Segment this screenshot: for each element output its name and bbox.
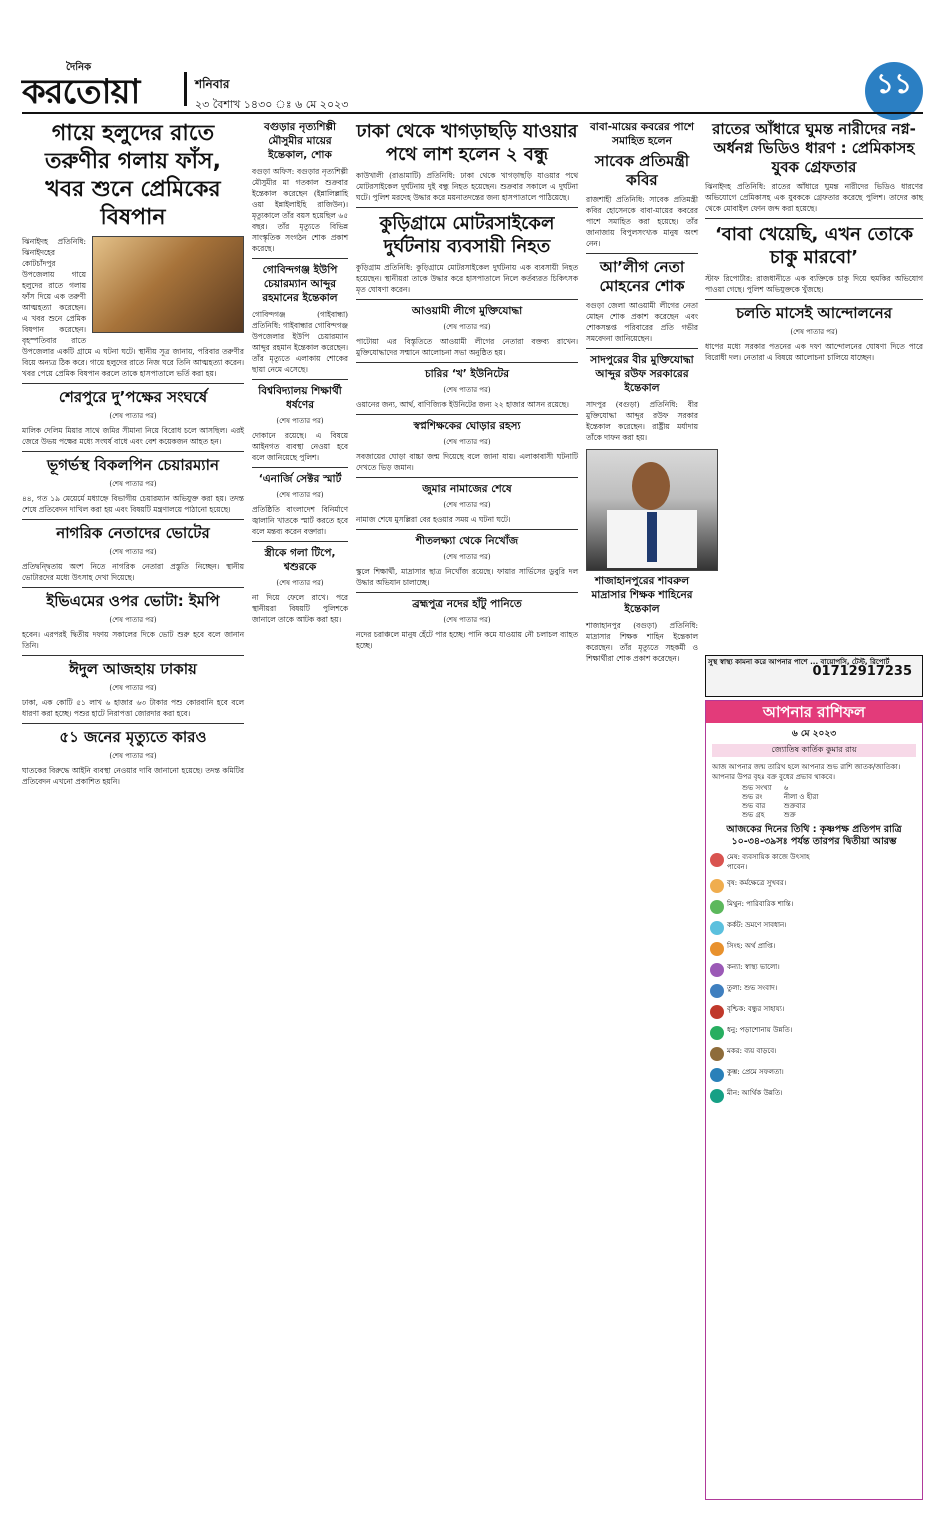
headline: ইভিএমের ওপর ভোটা: ইমপি	[46, 592, 220, 610]
divider	[22, 587, 244, 588]
horoscope-box	[705, 700, 923, 1500]
article-body: গোবিন্দগঞ্জ (গাইবান্ধা) প্রতিনিধি: গাইবান্ধার গোবিন্দগঞ্জ উপজেলার ইউপি চেয়ারম্যান আব্দুর রহমান ইন্তেকাল করেছেন। তাঁর মৃত্যুতে এলাকায় শোকের ছায়া নেমে এসেছে।	[252, 310, 348, 374]
article-body: ঘাতকের বিরুদ্ধে আইনি ব্যবস্থা নেওয়ার দাবি জানানো হয়েছে। তদন্ত কমিটির প্রতিবেদন এখনো প্রকাশিত হয়নি।	[22, 766, 244, 786]
headline: সাবেক প্রতিমন্ত্রী কবির	[594, 152, 690, 189]
headline: বাবা-মায়ের কবরের পাশে সমাহিত হলেন	[589, 121, 695, 147]
zodiac-icon	[710, 921, 724, 935]
divider	[252, 467, 348, 468]
portrait-tie	[647, 512, 657, 562]
divider	[356, 362, 578, 363]
zodiac-icon	[710, 963, 724, 977]
table-row	[736, 802, 824, 811]
headline: গোবিন্দগঞ্জ ইউপি চেয়ারম্যান আব্দুর রহমানের ইন্তেকাল	[262, 264, 338, 304]
table-cell: শুভ বার	[742, 802, 766, 810]
zodiac-sign-item	[710, 878, 815, 893]
headline: শীতলক্ষ্যা থেকে নিখোঁজ	[415, 535, 519, 547]
zodiac-text: মীন: আর্থিক উন্নতি।	[727, 1089, 783, 1097]
masthead-divider	[184, 72, 187, 106]
headline: ৫১ জনের মৃত্যুতে কারও	[59, 728, 207, 746]
headline: ব্রহ্মপুত্র নদের হাঁটু পানিতে	[412, 598, 522, 610]
newspaper-logo	[22, 62, 172, 112]
classified-ad	[705, 655, 923, 697]
zodiac-icon	[710, 853, 724, 867]
headline: কুড়িগ্রামে মোটরসাইকেল দুর্ঘটনায় ব্যবসায়ী নিহত	[379, 213, 555, 257]
column-2	[252, 118, 348, 629]
headline: আওয়ামী লীগে মুক্তিযোদ্ধা	[411, 305, 523, 317]
ad-phone: 01712917235	[812, 664, 912, 679]
continuation-note: (শেষ পাতার পর)	[276, 579, 324, 587]
zodiac-sign-item	[710, 962, 815, 977]
zodiac-text: মকর: ব্যয় বাড়বে।	[727, 1047, 777, 1055]
article-body: স্কুলে শিক্ষার্থী, মাদ্রাসার ছাত্র নিখোঁজ রয়েছে। ফায়ার সার্ভিসের ডুবুরি দল উদ্ধার অভিযান চালাচ্ছে।	[356, 567, 578, 587]
zodiac-text: মেষ: ব্যবসায়িক কাজে উৎসাহ পাবেন।	[727, 853, 810, 871]
headline: নাগরিক নেতাদের ভোটের	[56, 524, 210, 542]
headline: জুমার নামাজের শেষে	[422, 483, 512, 495]
article-body: প্রতিষ্ঠিতি বাংলাদেশ বিনির্মাণে জ্বালানি খাতকে স্মার্ট করতে হবে বলে মন্তব্য করেন বক্তারা।	[252, 505, 348, 536]
continuation-note: (শেষ পাতার পর)	[443, 501, 491, 509]
column-1	[22, 118, 244, 791]
portrait-photo	[586, 449, 718, 571]
zodiac-sign-item	[710, 1046, 815, 1061]
continuation-note: (শেষ পাতার পর)	[109, 616, 157, 624]
continuation-note: (শেষ পাতার পর)	[790, 328, 838, 336]
continuation-note: (শেষ পাতার পর)	[109, 480, 157, 488]
divider	[586, 348, 698, 349]
column-3	[356, 118, 578, 655]
astrologer-name: জ্যোতিষ কার্তিক কুমার রায়	[712, 744, 916, 757]
divider	[356, 592, 578, 593]
tithi-line: আজকের দিনের তিথি : কৃষ্ণপক্ষ প্রতিপদ রাত্রি ১০-৩৪-৩৯সঃ পর্যন্ত তারপর দ্বিতীয়া আরম্ভ	[726, 824, 902, 847]
zodiac-text: বৃশ্চিক: বন্ধুর সাহায্য।	[727, 1005, 785, 1013]
headline: রাতের আঁধারে ঘুমন্ত নারীদের নগ্ন-অর্ধনগ্ন ভিডিও ধারণ : প্রেমিকাসহ যুবক গ্রেফতার	[712, 120, 916, 176]
divider	[252, 258, 348, 259]
continuation-note: (শেষ পাতার পর)	[276, 417, 324, 425]
continuation-note: (শেষ পাতার পর)	[443, 438, 491, 446]
zodiac-sign-item	[710, 1004, 815, 1019]
issue-date: ২৩ বৈশাখ ১৪৩০ ঃ ৬ মে ২০২৩	[195, 98, 349, 111]
column-5	[705, 118, 923, 367]
column-4	[586, 118, 698, 668]
zodiac-sign-item	[710, 1088, 815, 1103]
zodiac-icon	[710, 1089, 724, 1103]
article-body: দোকানে রয়েছে। এ বিষয়ে আইনগত ব্যবস্থা নেওয়া হবে বলে জানিয়েছে পুলিশ।	[252, 431, 348, 462]
headline: শেরপুরে দু’পক্ষের সংঘর্ষে	[58, 388, 208, 406]
divider	[22, 383, 244, 384]
headline: ‘বাবা খেয়েছি, এখন তোকে চাকু মারবো’	[714, 224, 914, 268]
zodiac-sign-item	[710, 1067, 815, 1082]
divider	[705, 218, 923, 219]
lucky-table	[736, 784, 824, 820]
table-cell: শুভ রং	[742, 793, 763, 801]
ad-text: সুস্থ স্বাস্থ্য কামনা করে আপনার পাশে ... বায়োপসি, টেস্ট, রিপোর্ট	[708, 658, 890, 666]
continuation-note: (শেষ পাতার পর)	[443, 616, 491, 624]
zodiac-icon	[710, 1047, 724, 1061]
divider	[356, 414, 578, 415]
continuation-note: (শেষ পাতার পর)	[443, 553, 491, 561]
headline: স্ত্রীকে গলা টিপে, শ্বশুরকে	[264, 547, 336, 573]
zodiac-text: ধনু: পড়াশোনায় উন্নতি।	[727, 1026, 793, 1034]
divider	[252, 541, 348, 542]
table-cell: ৬	[783, 784, 789, 792]
zodiac-sign-item	[710, 899, 815, 914]
page-number-badge: ১১	[865, 62, 923, 120]
zodiac-icon	[710, 942, 724, 956]
headline: ‘এনার্জি সেক্টর স্মার্ট	[258, 473, 342, 485]
article-body: ঝিনাইদহ প্রতিনিধি: রাতের আঁধারে ঘুমন্ত নারীদের ভিডিও ধারণের অভিযোগে প্রেমিকাসহ এক যুবককে গ্রেফতার করেছে পুলিশ। তাদের কাছ থেকে মোবাইল ফোন জব্দ করা হয়েছে।	[705, 182, 923, 213]
zodiac-signs	[706, 852, 922, 1109]
article-body: স্টাফ রিপোর্টার: রাজধানীতে এক ব্যক্তিকে চাকু দিয়ে হুমকির অভিযোগ পাওয়া গেছে। পুলিশ অভিযুক্তকে খুঁজছে।	[705, 274, 923, 294]
article-body: ৪৪, গত ১৯ মেয়ের্মে মধ্যাহ্নে বিভাগীয় চেয়ারম্যান অভিযুক্ত করা হয়। তদন্ত শেষে প্রতিবেদন দাখিল করা হয় এবং বিষয়টি মন্ত্রণালয়ে পাঠানো হয়েছে।	[22, 494, 244, 514]
article-body: বগুড়া জেলা আওয়ামী লীগের নেতা মোহন শোক প্রকাশ করেছেন এবং শোকসন্তপ্ত পরিবারের প্রতি গভীর সমবেদনা জানিয়েছেন।	[586, 301, 698, 343]
article-body: প্রতিদ্বন্দ্বিতায় অংশ নিতে নাগরিক নেতারা প্রস্তুতি নিচ্ছেন। স্থানীয় ভোটারদের মধ্যে উৎসাহ দেখা দিয়েছে।	[22, 562, 244, 582]
headline: ঢাকা থেকে খাগড়াছড়ি যাওয়ার পথে লাশ হলেন ২ বন্ধু	[356, 121, 578, 165]
article-body: রাজশাহী প্রতিনিধি: সাবেক প্রতিমন্ত্রী কবির হোসেনকে বাবা-মায়ের কবরের পাশে সমাহিত করা হয়েছে। তাঁর জানাজায় বিপুলসংখ্যক মানুষ অংশ নেন।	[586, 195, 698, 248]
zodiac-text: মিথুন: পারিবারিক শান্তি।	[727, 900, 794, 908]
article-body: নদের চরাঞ্চলে মানুষ হেঁটে পার হচ্ছে। পানি কমে যাওয়ায় নৌ চলাচল ব্যাহত হচ্ছে।	[356, 630, 578, 650]
continuation-note: (শেষ পাতার পর)	[109, 412, 157, 420]
logo-prefix: দৈনিক	[66, 62, 92, 73]
article-body: কুড়িগ্রাম প্রতিনিধি: কুড়িগ্রামে মোটরসাইকেল দুর্ঘটনায় এক ব্যবসায়ী নিহত হয়েছেন। স্থানীয়রা তাকে উদ্ধার করে হাসপাতালে নিলে কর্তব্যরত চিকিৎসক মৃত ঘোষণা করেন।	[356, 263, 578, 294]
issue-day: শনিবার	[195, 77, 230, 91]
divider	[22, 519, 244, 520]
zodiac-text: কন্যা: স্বাস্থ্য ভালো।	[727, 963, 780, 971]
continuation-note: (শেষ পাতার পর)	[443, 323, 491, 331]
article-body: সবজায়ের ঘোড়া বাচ্চা জন্ম দিয়েছে বলে জানা যায়। এলাকাবাসী ঘটনাটি দেখতে ভিড় জমান।	[356, 452, 578, 472]
article-body: পাটোয়া এর বিস্তৃতিতে আওয়ামী লীগের নেতারা বক্তব্য রাখেন। মুক্তিযোদ্ধাদের সম্মানে আলোচনা সভা অনুষ্ঠিত হয়।	[356, 337, 578, 357]
zodiac-icon	[710, 879, 724, 893]
photo-caption: শাজাহানপুরের শাবরুল মাদ্রাসার শিক্ষক শাহিনের ইন্তেকাল	[591, 575, 693, 615]
headline: চারির ‘খ’ ইউনিটের	[424, 368, 510, 380]
headline: ভূগর্ভস্থ বিকলপিন চেয়ারম্যান	[47, 456, 219, 474]
portrait-face	[632, 462, 670, 510]
horoscope-title: আপনার রাশিফল	[706, 701, 922, 723]
divider	[252, 379, 348, 380]
divider	[22, 723, 244, 724]
zodiac-sign-item	[710, 852, 815, 872]
article-body: ধাপের মধ্যে সরকার পতনের এক দফা আন্দোলনের ঘোষণা দিতে পারে বিরোধী দল। নেতারা এ বিষয়ে আলোচনা চালিয়ে যাচ্ছেন।	[705, 342, 923, 362]
headline: আ’লীগ নেতা মোহনের শোক	[599, 258, 685, 295]
zodiac-text: সিংহ: অর্থ প্রাপ্তি।	[727, 942, 776, 950]
headline: স্বপ্নশিক্ষকের ঘোড়ার রহস্য	[413, 420, 521, 432]
zodiac-sign-item	[710, 1025, 815, 1040]
headline: সাদপুরের বীর মুক্তিযোদ্ধা আব্দুর রউফ সরকারের ইন্তেকাল	[590, 354, 694, 394]
table-cell: নীলা ও হীরা	[783, 793, 819, 801]
headline: গায়ে হলুদের রাতে তরুণীর গলায় ফাঁস, খবর শুনে প্রেমিকের বিষপান	[45, 121, 221, 230]
table-row	[736, 784, 824, 793]
headline: চলতি মাসেই আন্দোলনের	[736, 304, 892, 322]
masthead-rule	[22, 112, 923, 114]
horoscope-intro: আজ আপনার জন্ম তারিখ হলে আপনার শুভ রাশি জাতক/জাতিকা। আপনার উপর বৃহঃ বক্র বুধের প্রভাব থাকবে।	[712, 763, 901, 781]
divider	[356, 207, 578, 208]
divider	[356, 477, 578, 478]
continuation-note: (শেষ পাতার পর)	[109, 684, 157, 692]
article-body: সাদপুর (বগুড়া) প্রতিনিধি: বীর মুক্তিযোদ্ধা আব্দুর রউফ সরকার ইন্তেকাল করেছেন। রাষ্ট্রীয় মর্যাদায় তাঁকে দাফন করা হয়।	[586, 400, 698, 442]
article-body: ঝিনাইদহ প্রতিনিধি: ঝিনাইদহের কোটচাঁদপুর উপজেলায় গায়ে হলুদের রাতে গলায় ফাঁস দিয়ে এক তরুণী আত্মহত্যা করেছেন। এ খবর শুনে প্রেমিক বিষপান করেছেন। বৃহস্পতিবার রাতে উপজেলার একটি গ্রামে এ ঘটনা ঘটে। স্থানীয় সূত্র জানায়, পরিবার তরুণীর বিয়ে অন্যত্র ঠিক করে। গায়ে হলুদের রাতে নিজ ঘরে তিনি আত্মহত্যা করেন। খবর পেয়ে প্রেমিক বিষপান করলে তাকে হাসপাতালে ভর্তি করা হয়।	[22, 237, 244, 378]
zodiac-icon	[710, 984, 724, 998]
table-row	[736, 811, 824, 820]
zodiac-icon	[710, 1068, 724, 1082]
horoscope-date: ৬ মে ২০২৩	[791, 729, 837, 739]
article-body: শাজাহানপুর (বগুড়া) প্রতিনিধি: মাদ্রাসার শিক্ষক শাহিন ইন্তেকাল করেছেন। তাঁর মৃত্যুতে সহকর্মী ও শিক্ষার্থীরা শোক প্রকাশ করেছেন।	[586, 621, 698, 663]
article-body: ঢাকা, এক কোটি ৫১ লাখ ৬ হাজার ৬৩ টাকার পশু কোরবানি হবে বলে ধারণা করা হচ্ছে। পশুর হাটে নিরাপত্তা জোরদার করা হবে।	[22, 698, 244, 718]
divider	[586, 253, 698, 254]
zodiac-sign-item	[710, 983, 815, 998]
zodiac-text: বৃষ: কর্মক্ষেত্রে সুখবর।	[727, 879, 787, 887]
divider	[705, 299, 923, 300]
masthead	[0, 0, 945, 110]
article-body: নামাজ শেষে মুসল্লিরা বের হওয়ার সময় এ ঘটনা ঘটে।	[356, 515, 511, 524]
zodiac-icon	[710, 1026, 724, 1040]
continuation-note: (শেষ পাতার পর)	[443, 386, 491, 394]
continuation-note: (শেষ পাতার পর)	[109, 548, 157, 556]
zodiac-sign-item	[710, 941, 815, 956]
zodiac-text: কুম্ভ: প্রেমে সফলতা।	[727, 1068, 784, 1076]
headline: ঈদুল আজহায় ঢাকায়	[69, 660, 197, 678]
headline: বগুড়ার নৃত্যশিল্পী মৌসুমীর মায়ের ইন্তেকাল, শোক	[263, 121, 337, 161]
couple-photo	[92, 236, 244, 333]
article-body: কাউখালী (রাঙামাটি) প্রতিনিধি: ঢাকা থেকে খাগড়াছড়ি যাওয়ার পথে মোটরসাইকেল দুর্ঘটনায় দুই বন্ধু নিহত হয়েছেন। শুক্রবার সকালে এ দুর্ঘটনা ঘটে। পুলিশ মরদেহ উদ্ধার করে ময়নাতদন্তের জন্য হাসপাতালে পাঠিয়েছে।	[356, 171, 578, 202]
divider	[356, 529, 578, 530]
continuation-note: (শেষ পাতার পর)	[109, 752, 157, 760]
divider	[22, 655, 244, 656]
article-body: বগুড়া অফিস: বগুড়ার নৃত্যশিল্পী মৌসুমীর মা গতকাল শুক্রবার ইন্তেকাল করেছেন (ইন্নালিল্লাহি ওয়া ইন্নাইলাইহি রাজিউন)। মৃত্যুকালে তাঁর বয়স হয়েছিল ৬৫ বছর। তাঁর মৃত্যুতে বিভিন্ন সাংস্কৃতিক সংগঠন শোক প্রকাশ করেছে।	[252, 167, 348, 253]
zodiac-text: তুলা: শুভ সংবাদ।	[727, 984, 778, 992]
headline: বিশ্ববিদ্যালয় শিক্ষার্থী ধর্ষণের	[258, 385, 342, 411]
divider	[22, 451, 244, 452]
article-body: ওয়ানের জন্য, আর্থ, বাণিজ্যিক ইউনিটের জন্য ২২ হাজার আসন রয়েছে।	[356, 400, 569, 409]
article-body: মালিক দেলিম মিয়ার সাথে জমির সীমানা নিয়ে বিরোধ চলে আসছিল। এরই জেরে উভয় পক্ষের মধ্যে সংঘর্ষ বাধে এবং বেশ কয়েকজন আহত হন।	[22, 426, 244, 446]
divider	[356, 299, 578, 300]
table-cell: শুক্রবার	[783, 802, 806, 810]
continuation-note: (শেষ পাতার পর)	[276, 491, 324, 499]
zodiac-icon	[710, 900, 724, 914]
table-cell: শুভ গ্রহ	[742, 811, 765, 819]
table-cell: শুক্র	[783, 811, 796, 819]
table-cell: শুভ সংখ্যা	[742, 784, 772, 792]
zodiac-sign-item	[710, 920, 815, 935]
article-body: হবেন। এরপরই দ্বিতীয় দফায় সকালের দিকে ভোট শুরু হবে বলে জানান তিনি।	[22, 630, 244, 650]
table-row	[736, 793, 824, 802]
zodiac-icon	[710, 1005, 724, 1019]
zodiac-text: কর্কট: ভ্রমণে সাবধান।	[727, 921, 787, 929]
logo-title: করতোয়া	[22, 72, 140, 112]
article-body: না দিয়ে ফেলে রাখে। পরে স্থানীয়রা বিষয়টি পুলিশকে জানালে তাকে আটক করা হয়।	[252, 593, 348, 624]
